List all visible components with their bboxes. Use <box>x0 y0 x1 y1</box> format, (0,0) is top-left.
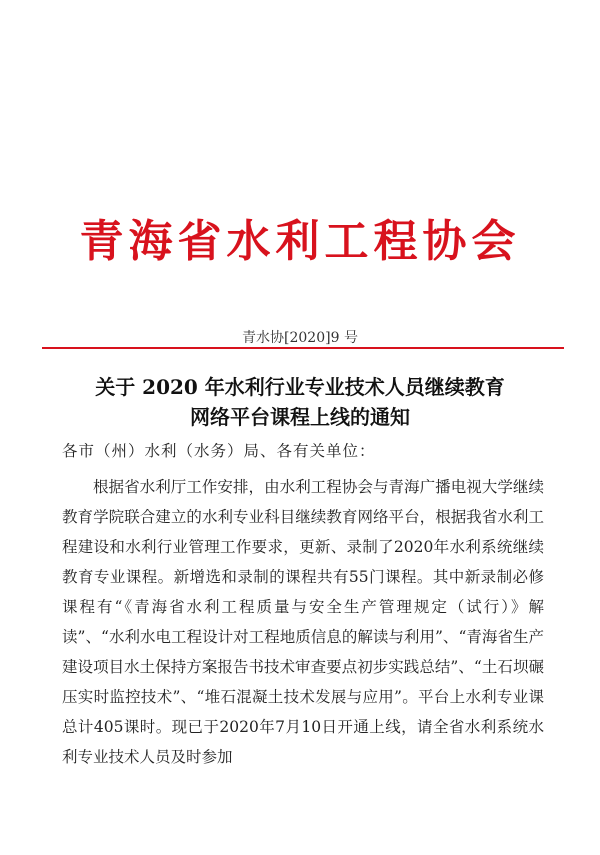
document-number: 青水协[2020]9 号 <box>242 330 358 346</box>
notice-title <box>0 372 600 432</box>
notice-title-line-1: 关于 2020 年水利行业专业技术人员继续教育 <box>95 375 505 399</box>
notice-title-line-2: 网络平台课程上线的通知 <box>190 405 410 429</box>
salutation: 各市（州）水利（水务）局、各有关单位： <box>62 442 376 460</box>
body-paragraph: 根据省水利厅工作安排，由水利工程协会与青海广播电视大学继续教育学院联合建立的水利专业科目继续教育网络平台，根据我省水利工程建设和水利行业管理工作要求，更新、录制了2020年水利系统继续教育专业课程。新增选和录制的课程共有55门课程。其中新录制必修课程有“《青海省水利工程质量与安全生产管理规定（试行）》解读”、“水利水电工程设计对工程地质信息的解读与利用”、“青海省生产建设项目水土保持方案报告书技术审查要点初步实践总结”、“土石坝碾压实时监控技术”、“堆石混凝土技术发展与应用”。平台上水利专业课总计405课时。现已于2020年7月10日开通上线，请全省水利系统水利专业技术人员及时参加 <box>62 478 544 766</box>
letterhead-organization: 青海省水利工程协会 <box>79 216 521 267</box>
letterhead-divider <box>42 347 564 349</box>
